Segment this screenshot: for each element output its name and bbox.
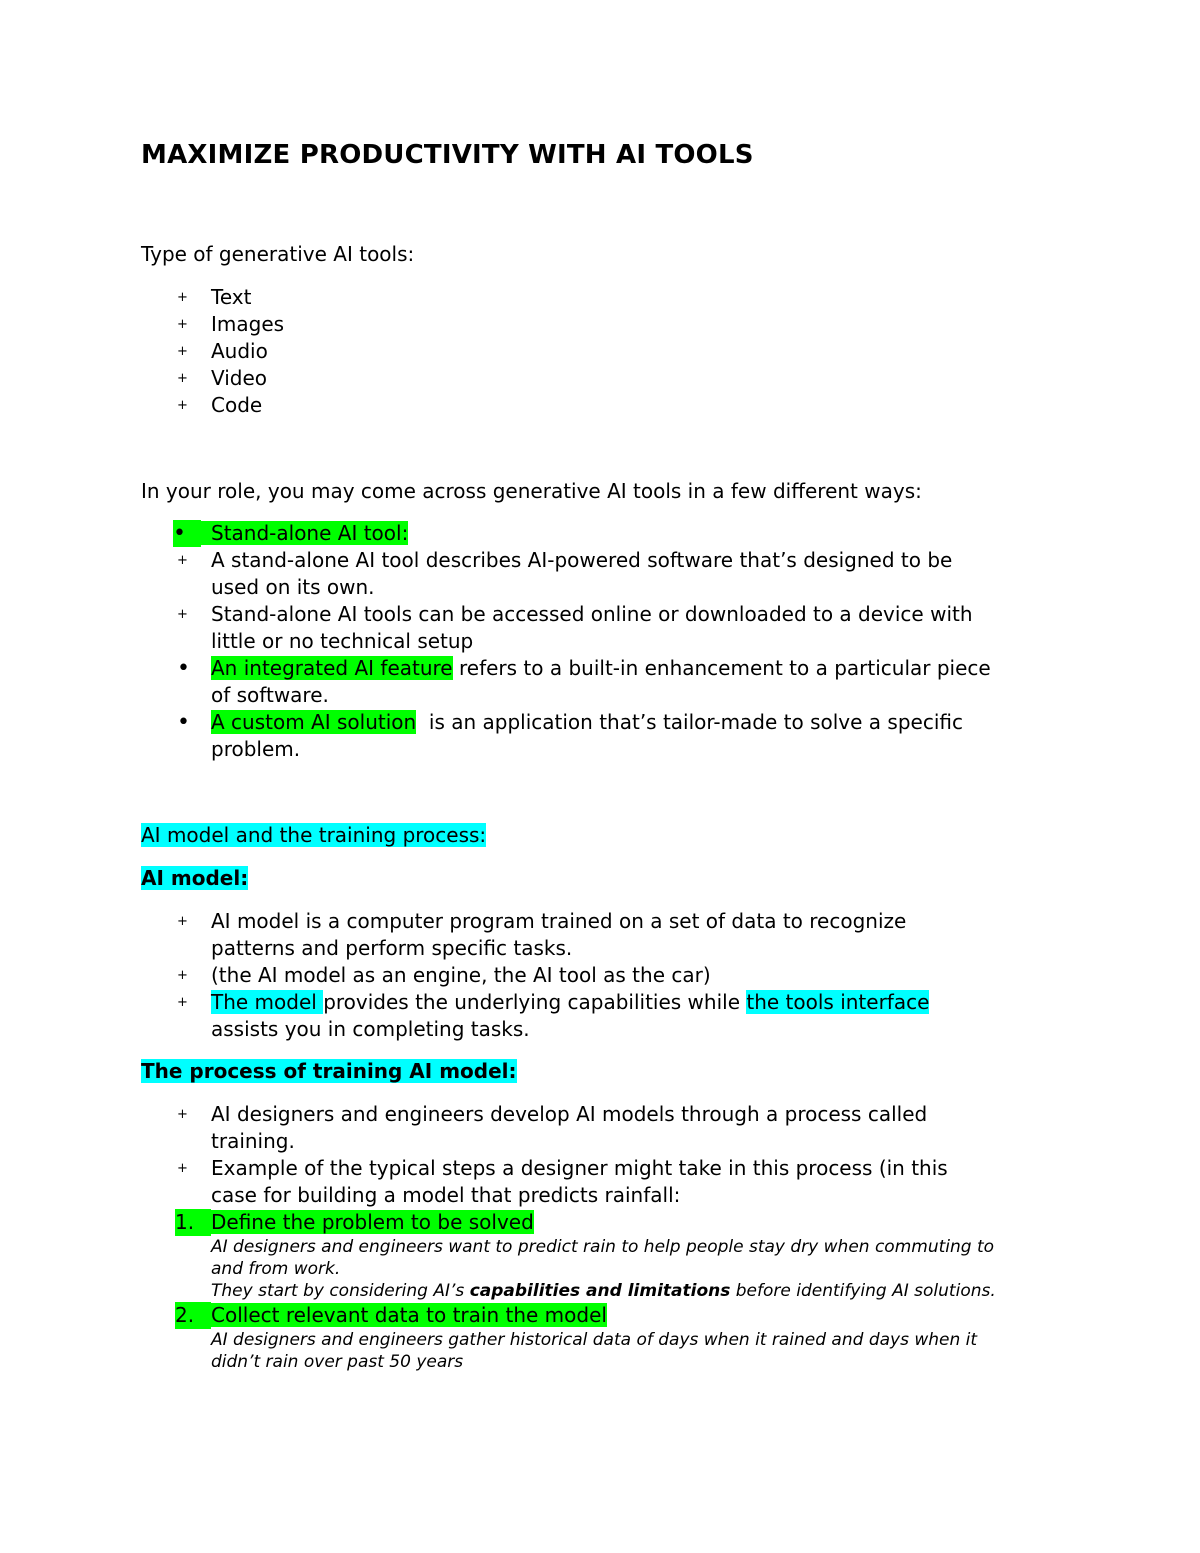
model-item-2: (the AI model as an engine, the AI tool as the car) xyxy=(211,963,711,987)
plus-bullet-icon: + xyxy=(177,398,188,413)
list-item xyxy=(141,392,284,419)
training-steps xyxy=(141,1209,996,1373)
step-item xyxy=(141,1209,996,1302)
model-heading-text: AI model and the training process: xyxy=(141,823,487,847)
step-title: Collect relevant data to train the model xyxy=(211,1303,607,1327)
integrated-rest-b: of software. xyxy=(211,683,329,707)
training-item-2a: Example of the typical steps a designer might take in this process (in this xyxy=(211,1156,948,1180)
plus-bullet-icon: + xyxy=(177,968,188,983)
training-item-1a: AI designers and engineers develop AI models through a process called xyxy=(211,1102,928,1126)
custom-rest-b: problem. xyxy=(211,737,301,761)
step-note-line-3-pre: They start by considering AI’s xyxy=(211,1281,470,1301)
list-item xyxy=(141,338,284,365)
custom-rest-a: is an application that’s tailor-made to solve a specific xyxy=(416,710,963,734)
training-heading xyxy=(141,1058,517,1085)
list-item xyxy=(141,962,929,989)
step-number: 2. xyxy=(175,1302,211,1329)
plus-bullet-icon: + xyxy=(177,607,188,622)
types-intro: Type of generative AI tools: xyxy=(141,242,415,266)
step-note-line-2: and from work. xyxy=(211,1259,341,1279)
ways-list xyxy=(141,520,991,763)
step-title: Define the problem to be solved xyxy=(211,1210,534,1234)
model-list xyxy=(141,908,929,1043)
model-item-1a: AI model is a computer program trained on a set of data to recognize xyxy=(211,909,907,933)
type-audio: Audio xyxy=(211,339,268,363)
plus-bullet-icon: + xyxy=(177,317,188,332)
plus-bullet-icon: + xyxy=(177,553,188,568)
integrated-highlight: An integrated AI feature xyxy=(211,656,453,680)
plus-bullet-icon: + xyxy=(177,914,188,929)
types-list xyxy=(141,284,284,419)
type-text: Text xyxy=(211,285,252,309)
tools-interface-highlight: the tools interface xyxy=(746,990,930,1014)
model-subheading xyxy=(141,865,248,892)
dot-bullet-icon: • xyxy=(177,656,190,681)
list-item xyxy=(141,1155,948,1209)
list-item xyxy=(141,709,991,763)
model-item-3-mid: provides the underlying capabilities while xyxy=(323,990,747,1014)
list-item xyxy=(141,655,991,709)
list-item xyxy=(141,1101,948,1155)
plus-bullet-icon: + xyxy=(177,1161,188,1176)
standalone-desc-2b: little or no technical setup xyxy=(211,629,474,653)
standalone-desc-2a: Stand-alone AI tools can be accessed online or downloaded to a device with xyxy=(211,602,973,626)
dot-bullet-icon: • xyxy=(177,710,190,735)
list-item xyxy=(141,520,991,547)
document-title: MAXIMIZE PRODUCTIVITY WITH AI TOOLS xyxy=(141,140,754,170)
step-note-line-1: AI designers and engineers want to predict rain to help people stay dry when commuting to xyxy=(211,1237,995,1257)
standalone-desc-1a: A stand-alone AI tool describes AI-powered software that’s designed to be xyxy=(211,548,953,572)
list-item xyxy=(141,311,284,338)
step-note-line-3-bold: capabilities and limitations xyxy=(469,1281,731,1301)
plus-bullet-icon: + xyxy=(177,290,188,305)
step-note xyxy=(211,1329,996,1373)
step-note-line-3-post: before identifying AI solutions. xyxy=(730,1281,996,1301)
model-item-1b: patterns and perform specific tasks. xyxy=(211,936,573,960)
list-item xyxy=(141,284,284,311)
dot-bullet-icon: • xyxy=(173,520,201,547)
model-subheading-text: AI model: xyxy=(141,866,249,890)
list-item xyxy=(141,989,929,1043)
type-images: Images xyxy=(211,312,285,336)
model-item-3b: assists you in completing tasks. xyxy=(211,1017,530,1041)
document-page xyxy=(141,0,1061,1553)
list-item xyxy=(141,908,929,962)
plus-bullet-icon: + xyxy=(177,1107,188,1122)
plus-bullet-icon: + xyxy=(177,371,188,386)
standalone-heading: Stand-alone AI tool: xyxy=(201,521,408,545)
list-item xyxy=(141,547,991,601)
step-note xyxy=(211,1236,996,1302)
type-video: Video xyxy=(211,366,268,390)
step-number: 1. xyxy=(175,1209,211,1236)
training-item-2b: case for building a model that predicts rainfall: xyxy=(211,1183,681,1207)
type-code: Code xyxy=(211,393,263,417)
standalone-desc-1b: used on its own. xyxy=(211,575,375,599)
list-item xyxy=(141,365,284,392)
step-note-line-1: AI designers and engineers gather historical data of days when it rained and days when it xyxy=(211,1330,978,1350)
plus-bullet-icon: + xyxy=(177,344,188,359)
step-item xyxy=(141,1302,996,1373)
step-note-line-2: didn’t rain over past 50 years xyxy=(211,1352,464,1372)
training-heading-text: The process of training AI model: xyxy=(141,1059,517,1083)
model-section-heading xyxy=(141,822,486,849)
integrated-rest-a: refers to a built-in enhancement to a particular piece xyxy=(452,656,991,680)
list-item xyxy=(141,601,991,655)
training-list xyxy=(141,1101,948,1209)
training-item-1b: training. xyxy=(211,1129,295,1153)
model-highlight: The model xyxy=(211,990,324,1014)
plus-bullet-icon: + xyxy=(177,995,188,1010)
ways-intro: In your role, you may come across generative AI tools in a few different ways: xyxy=(141,479,922,503)
custom-highlight: A custom AI solution xyxy=(211,710,417,734)
